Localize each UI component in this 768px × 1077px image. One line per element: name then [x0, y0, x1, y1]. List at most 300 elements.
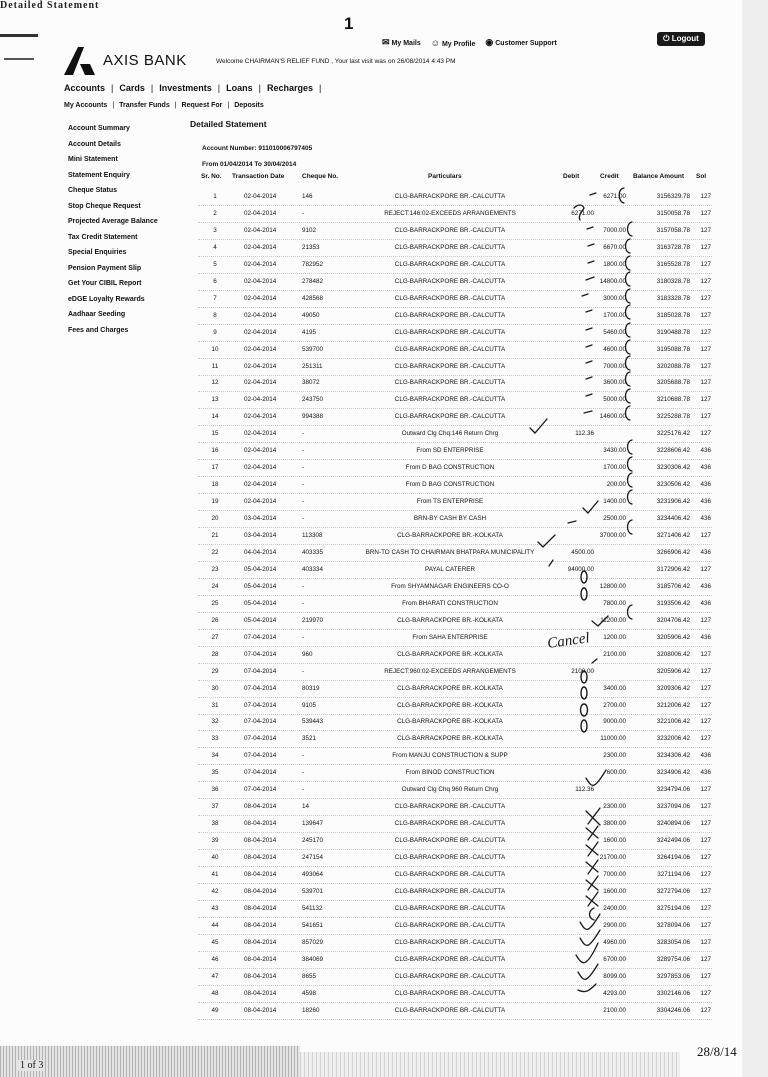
cell-date: 05-04-2014: [244, 616, 277, 624]
table-row: [0, 664, 768, 681]
cell-sr-no: 43: [211, 904, 219, 912]
cell-balance: 3157058.78: [656, 226, 690, 234]
sidebar-item-cibil-report[interactable]: Get Your CIBIL Report: [68, 280, 142, 287]
cell-sr-no: 3: [213, 226, 217, 234]
cell-sol: 127: [700, 718, 711, 726]
cell-sr-no: 24: [211, 582, 219, 590]
cell-cheque-no: 782952: [302, 260, 324, 268]
cell-sol: 127: [700, 565, 711, 573]
cell-sol: 436: [700, 582, 711, 590]
table-row: [0, 511, 768, 528]
cell-credit: 2400.00: [603, 904, 626, 912]
cell-credit: 14600.00: [599, 413, 626, 421]
cell-date: 02-04-2014: [244, 345, 277, 353]
table-row: [0, 698, 768, 715]
nav-loans[interactable]: Loans: [226, 83, 253, 93]
cell-sr-no: 2: [213, 209, 217, 217]
cell-sr-no: 46: [211, 955, 219, 963]
cell-credit: 7000.00: [603, 871, 626, 878]
table-row: [0, 409, 768, 426]
cell-balance: 3221006.42: [656, 718, 690, 726]
cell-credit: 2900.00: [603, 921, 626, 929]
cell-sr-no: 9: [213, 328, 217, 336]
cell-particulars: CLG-BARRACKPORE BR.-CALCUTTA: [394, 871, 506, 878]
cell-credit: 4600.00: [603, 345, 626, 353]
cell-balance: 3232006.42: [656, 735, 690, 743]
cell-sr-no: 16: [211, 447, 219, 455]
cell-credit: 2500.00: [603, 515, 626, 523]
header-particulars: Particulars: [428, 173, 462, 180]
cell-credit: 6670.00: [603, 243, 626, 251]
cell-particulars: From BINOD CONSTRUCTION: [405, 769, 495, 777]
main-nav: Accounts | Cards | Investments | Loans | Recharges |: [64, 83, 322, 93]
header-credit: Credit: [600, 173, 619, 180]
cell-credit: 11200.00: [600, 616, 626, 624]
cell-particulars: CLG-BARRACKPORE BR.-CALCUTTA: [394, 820, 506, 828]
nav-recharges[interactable]: Recharges: [266, 83, 313, 93]
table-row: [0, 443, 768, 460]
cell-date: 08-04-2014: [244, 887, 277, 895]
cell-sr-no: 19: [211, 498, 219, 506]
power-icon: ⏻: [663, 34, 670, 43]
subnav-my-accounts[interactable]: My Accounts: [64, 102, 108, 109]
cell-cheque-no: -: [302, 464, 305, 472]
cell-particulars: CLG-BARRACKPORE BR.-KOLKATA: [397, 616, 503, 624]
cell-credit: 6271.00: [603, 193, 626, 200]
cell-date: 02-04-2014: [244, 413, 277, 421]
cell-date: 07-04-2014: [244, 667, 277, 675]
cell-sol: 127: [700, 532, 711, 539]
cell-cheque-no: -: [302, 430, 305, 438]
logout-button[interactable]: [657, 32, 705, 46]
table-row: [0, 799, 768, 816]
cell-cheque-no: -: [302, 447, 305, 455]
cell-particulars: CLG-BARRACKPORE BR.-CALCUTTA: [394, 362, 506, 370]
cell-cheque-no: 247154: [302, 854, 324, 862]
table-row: [0, 392, 768, 409]
cell-particulars: From SHYAMNAGAR ENGINEERS CO-O: [391, 582, 509, 590]
cell-sr-no: 39: [211, 837, 219, 845]
cell-date: 02-04-2014: [244, 294, 277, 302]
table-row: [0, 952, 768, 969]
cell-cheque-no: 80319: [302, 684, 320, 692]
cell-sr-no: 21: [211, 532, 219, 539]
cell-credit: 9000.00: [603, 718, 626, 726]
cell-balance: 3156329.78: [656, 193, 690, 200]
cell-cheque-no: -: [302, 752, 305, 760]
cell-sr-no: 30: [211, 684, 219, 692]
cell-credit: 2700.00: [603, 701, 626, 709]
subnav-deposits[interactable]: Deposits: [234, 102, 264, 109]
cell-date: 07-04-2014: [244, 769, 277, 777]
cell-debit: 6271.00: [571, 209, 594, 217]
cell-balance: 3195088.78: [656, 345, 690, 353]
cell-sol: 127: [700, 972, 711, 980]
cell-particulars: CLG-BARRACKPORE BR.-CALCUTTA: [394, 413, 506, 421]
table-row: [0, 308, 768, 325]
cell-particulars: CLG-BARRACKPORE BR.-CALCUTTA: [394, 277, 506, 285]
cell-sr-no: 5: [213, 260, 217, 268]
nav-cards[interactable]: Cards: [119, 83, 145, 93]
cell-cheque-no: 278482: [302, 277, 324, 285]
cell-particulars: From SAHA ENTERPRISE: [412, 633, 488, 641]
header-sr-no: Sr. No.: [201, 173, 222, 180]
cell-cheque-no: 139647: [302, 820, 324, 828]
cell-balance: 3190488.78: [656, 328, 690, 336]
cell-balance: 3228606.42: [656, 447, 690, 455]
cell-sr-no: 41: [211, 871, 219, 878]
cell-credit: 1700.00: [603, 464, 626, 472]
cell-balance: 3205688.78: [656, 379, 690, 387]
cell-balance: 3185028.78: [656, 311, 690, 319]
my-mails-label: My Mails: [391, 40, 421, 47]
cell-sr-no: 7: [213, 294, 217, 302]
cell-sol: 127: [700, 396, 711, 404]
cell-particulars: CLG-BARRACKPORE BR.-CALCUTTA: [394, 379, 506, 387]
customer-support-label: Customer Support: [495, 40, 557, 47]
cell-date: 02-04-2014: [244, 193, 277, 200]
cell-sr-no: 8: [213, 311, 217, 319]
scan-mark: [0, 34, 38, 37]
cell-particulars: CLG-BARRACKPORE BR.-KOLKATA: [397, 684, 503, 692]
subnav-transfer-funds[interactable]: Transfer Funds: [119, 102, 170, 109]
sidebar-item-stop-cheque[interactable]: Stop Cheque Request: [68, 202, 141, 210]
cell-particulars: From D BAG CONSTRUCTION: [405, 481, 495, 489]
sidebar-item-edge-rewards[interactable]: eDGE Loyalty Rewards: [68, 295, 145, 303]
cell-date: 08-04-2014: [244, 820, 277, 828]
bank-name: AXIS BANK: [103, 52, 187, 69]
cell-particulars: CLG-BARRACKPORE BR.-CALCUTTA: [394, 955, 506, 963]
cell-particulars: CLG-BARRACKPORE BR.-CALCUTTA: [394, 328, 506, 336]
table-row: [0, 375, 768, 392]
cell-credit: 4293.00: [603, 989, 626, 997]
cell-particulars: From D BAG CONSTRUCTION: [405, 464, 495, 472]
cell-sol: 127: [700, 243, 711, 251]
table-row: [0, 494, 768, 511]
cell-cheque-no: 49050: [302, 311, 320, 319]
table-row: [0, 901, 768, 918]
sidebar-item-fees-charges[interactable]: Fees and Charges: [68, 326, 129, 334]
cell-debit: 112.36: [575, 430, 594, 438]
cell-sr-no: 29: [211, 667, 219, 675]
cell-credit: 3000.00: [603, 294, 626, 302]
cell-balance: 3230506.42: [656, 481, 690, 489]
table-row: [0, 1003, 768, 1020]
cell-particulars: From BHARATI CONSTRUCTION: [402, 599, 498, 607]
cell-sr-no: 22: [211, 548, 219, 556]
cell-sol: 127: [700, 1006, 711, 1014]
cell-credit: 1600.00: [603, 837, 626, 845]
cell-sr-no: 18: [211, 481, 219, 489]
cell-particulars: REJECT:146:02-EXCEEDS ARRANGEMENTS: [384, 209, 516, 217]
cell-sol: 127: [700, 311, 711, 319]
handwritten-cancel-note: Cancel: [546, 630, 591, 652]
cell-date: 07-04-2014: [244, 633, 277, 641]
cell-date: 08-04-2014: [244, 871, 277, 878]
cell-date: 02-04-2014: [244, 328, 277, 336]
cell-sol: 436: [700, 548, 711, 556]
page-title: Detailed Statement: [190, 119, 267, 129]
cell-sol: 436: [700, 752, 711, 760]
cell-sol: 127: [700, 684, 711, 692]
cell-particulars: CLG-BARRACKPORE BR.-KOLKATA: [397, 701, 503, 709]
cell-sol: 127: [700, 820, 711, 828]
sub-nav: My Accounts | Transfer Funds | Request For | Deposits: [64, 102, 264, 109]
cell-date: 08-04-2014: [244, 803, 277, 811]
cell-particulars: CLG-BARRACKPORE BR.-CALCUTTA: [394, 904, 506, 912]
cell-balance: 3205906.42: [656, 667, 690, 675]
cell-date: 08-04-2014: [244, 1006, 277, 1014]
cell-date: 08-04-2014: [244, 972, 277, 980]
handwritten-date: 28/8/14: [697, 1044, 737, 1059]
cell-particulars: CLG-BARRACKPORE BR.-CALCUTTA: [394, 854, 506, 862]
cell-sol: 127: [700, 430, 711, 438]
cell-balance: 3180328.78: [656, 277, 690, 285]
cell-sol: 127: [700, 921, 711, 929]
nav-investments[interactable]: Investments: [159, 83, 212, 93]
cell-date: 05-04-2014: [244, 582, 277, 590]
table-row: [0, 545, 768, 562]
cell-sr-no: 38: [211, 820, 219, 828]
cell-particulars: Outward Clg Chq:146 Return Chrg: [401, 430, 499, 438]
cell-cheque-no: 539443: [302, 718, 324, 726]
sidebar-item-pension-slip[interactable]: Pension Payment Slip: [68, 264, 142, 272]
sidebar-item-statement-enquiry[interactable]: Statement Enquiry: [68, 171, 130, 179]
cell-credit: 1400.00: [603, 498, 626, 506]
cell-sol: 436: [700, 481, 711, 489]
cell-sr-no: 28: [211, 650, 219, 658]
cell-date: 02-04-2014: [244, 481, 277, 489]
cell-credit: 4960.00: [603, 938, 626, 946]
cell-credit: 5000.00: [603, 396, 626, 404]
cell-cheque-no: -: [302, 498, 305, 506]
cell-sol: 127: [700, 667, 711, 675]
cell-sol: 127: [700, 294, 711, 302]
cell-credit: 37000.00: [599, 532, 626, 539]
cell-credit: 1600.00: [603, 887, 626, 895]
cell-particulars: PAYAL CATERER: [424, 565, 476, 573]
cell-date: 08-04-2014: [244, 854, 277, 862]
cell-date: 08-04-2014: [244, 904, 277, 912]
cell-credit: 2300.00: [603, 752, 626, 760]
cell-balance: 3204706.42: [656, 616, 690, 624]
account-number: Account Number: 911010006797405: [202, 145, 313, 152]
cell-cheque-no: 219970: [302, 616, 324, 624]
cell-sol: 436: [700, 599, 711, 607]
cell-sr-no: 11: [211, 362, 219, 370]
cell-cheque-no: -: [302, 667, 305, 675]
sidebar-item-mini-statement[interactable]: Mini Statement: [68, 156, 118, 163]
cell-sr-no: 14: [211, 413, 219, 421]
cell-cheque-no: 113308: [302, 532, 323, 539]
cell-sr-no: 26: [211, 616, 219, 624]
header-debit: Debit: [563, 173, 580, 180]
cell-debit: 2100.00: [571, 667, 594, 675]
cell-sol: 436: [700, 447, 711, 455]
cell-sr-no: 35: [211, 769, 219, 777]
sidebar-item-aadhaar-seeding[interactable]: Aadhaar Seeding: [68, 311, 126, 318]
cell-balance: 3234306.42: [656, 752, 690, 760]
cell-particulars: CLG-BARRACKPORE BR.-CALCUTTA: [394, 989, 506, 997]
sidebar-item-special-enquiries[interactable]: Special Enquiries: [68, 249, 127, 256]
cell-particulars: BRN-BY CASH BY CASH: [413, 515, 487, 523]
sidebar-item-projected-balance[interactable]: Projected Average Balance: [68, 218, 158, 225]
cell-cheque-no: 251311: [302, 362, 323, 370]
cell-date: 08-04-2014: [244, 989, 277, 997]
cell-sol: 127: [700, 193, 711, 200]
cell-sol: 436: [700, 464, 711, 472]
cell-sr-no: 36: [211, 786, 219, 794]
cell-balance: 3264194.06: [656, 854, 690, 862]
cell-credit: 6700.00: [603, 955, 626, 963]
cell-particulars: CLG-BARRACKPORE BR.-CALCUTTA: [394, 837, 506, 845]
cell-sol: 127: [700, 955, 711, 963]
table-row: [0, 816, 768, 833]
sidebar-item-account-summary[interactable]: Account Summary: [68, 125, 130, 132]
cell-credit: 7800.00: [603, 599, 626, 607]
cell-sol: 436: [700, 498, 711, 506]
cell-balance: 3271406.42: [656, 532, 690, 539]
axis-bank-logo[interactable]: [62, 44, 187, 76]
sidebar-item-cheque-status[interactable]: Cheque Status: [68, 187, 118, 194]
cell-sr-no: 33: [211, 735, 219, 743]
cell-date: 07-04-2014: [244, 718, 277, 726]
cell-credit: 3600.00: [603, 379, 626, 387]
cell-sol: 127: [700, 938, 711, 946]
cell-sr-no: 48: [211, 989, 219, 997]
cell-particulars: From MANJU CONSTRUCTION & SUPP: [392, 752, 508, 760]
cell-sol: 436: [700, 769, 711, 777]
cell-sol: 127: [700, 854, 711, 862]
table-row: [0, 206, 768, 223]
cell-particulars: CLG-BARRACKPORE BR.-KOLKATA: [397, 650, 503, 658]
cell-credit: 7000.00: [603, 226, 626, 234]
cell-date: 04-04-2014: [244, 548, 277, 556]
cell-date: 05-04-2014: [244, 599, 277, 607]
cell-date: 08-04-2014: [244, 955, 277, 963]
table-row: [0, 647, 768, 664]
cell-cheque-no: 994388: [302, 413, 324, 421]
cell-sol: 127: [700, 871, 711, 878]
table-row: [0, 969, 768, 986]
cell-sr-no: 12: [211, 379, 219, 387]
header-balance: Balance Amount: [633, 173, 685, 180]
cell-balance: 3230306.42: [656, 464, 690, 472]
table-row: [0, 240, 768, 257]
cell-date: 02-04-2014: [244, 447, 277, 455]
cell-credit: 2100.00: [603, 1006, 626, 1014]
cell-balance: 3302146.06: [656, 989, 690, 997]
cell-credit: 3400.00: [603, 684, 626, 692]
cell-cheque-no: -: [302, 209, 305, 217]
cell-sr-no: 17: [211, 464, 219, 472]
cell-sol: 127: [700, 226, 711, 234]
cell-balance: 3271194.06: [657, 871, 690, 878]
my-profile-link[interactable]: [431, 38, 476, 48]
scan-mark: [4, 58, 34, 60]
cell-cheque-no: 541651: [302, 921, 324, 929]
cell-balance: 3225176.42: [656, 430, 690, 438]
cell-date: 07-04-2014: [244, 650, 277, 658]
cell-particulars: BRN-TO CASH TO CHAIRMAN BHATPARA MUNICIPALITY: [365, 548, 535, 556]
page-number: 1: [344, 14, 354, 33]
cell-sr-no: 49: [211, 1006, 219, 1014]
nav-accounts[interactable]: Accounts: [64, 83, 106, 93]
cell-balance: 3231906.42: [656, 498, 690, 506]
cell-cheque-no: 403334: [302, 565, 324, 573]
cell-credit: 7000.00: [603, 362, 626, 370]
sidebar-item-tax-credit[interactable]: Tax Credit Statement: [68, 233, 138, 241]
table-row: [0, 528, 768, 545]
cell-balance: 3210688.78: [656, 396, 690, 404]
cell-sr-no: 44: [211, 921, 219, 929]
table-row: [0, 342, 768, 359]
table-row: [0, 935, 768, 952]
cell-sol: 127: [700, 904, 711, 912]
cell-particulars: CLG-BARRACKPORE BR.-CALCUTTA: [394, 243, 506, 251]
cell-date: 07-04-2014: [244, 735, 277, 743]
my-mails-link[interactable]: [382, 37, 421, 48]
cell-balance: 3193506.42: [656, 599, 690, 607]
cell-credit: 600.00: [606, 769, 626, 777]
cell-cheque-no: 539701: [302, 887, 324, 895]
cell-balance: 3240894.06: [656, 820, 690, 828]
cell-balance: 3234794.06: [656, 786, 690, 794]
cell-sol: 127: [700, 413, 711, 421]
cell-sr-no: 47: [211, 972, 219, 980]
cell-date: 02-04-2014: [244, 260, 277, 268]
customer-support-link[interactable]: [485, 37, 556, 48]
cell-sr-no: 40: [211, 854, 219, 862]
cell-particulars: CLG-BARRACKPORE BR.-CALCUTTA: [394, 972, 506, 980]
cell-credit: 14800.00: [599, 277, 626, 285]
cell-sol: 436: [700, 633, 711, 641]
cell-date: 08-04-2014: [244, 938, 277, 946]
cell-balance: 3278094.06: [656, 921, 690, 929]
cell-date: 02-04-2014: [244, 498, 277, 506]
cell-debit: 112.36: [575, 786, 594, 794]
cell-sol: 127: [700, 701, 711, 709]
cell-particulars: CLG-BARRACKPORE BR.-CALCUTTA: [394, 396, 506, 404]
cell-sr-no: 27: [211, 633, 219, 641]
cell-sr-no: 34: [211, 752, 219, 760]
cell-particulars: CLG-BARRACKPORE BR.-KOLKATA: [397, 532, 503, 539]
cell-cheque-no: 384069: [302, 955, 324, 963]
cell-particulars: CLG-BARRACKPORE BR.-CALCUTTA: [394, 921, 506, 929]
subnav-request-for[interactable]: Request For: [181, 102, 223, 109]
cell-cheque-no: 403335: [302, 548, 324, 556]
cell-balance: 3212006.42: [656, 701, 690, 709]
header-transaction-date: Transaction Date: [232, 173, 285, 180]
cell-balance: 3163728.78: [656, 243, 690, 251]
cell-sr-no: 31: [211, 701, 219, 709]
cell-sol: 127: [700, 989, 711, 997]
table-row: [0, 596, 768, 613]
cell-balance: 3183328.78: [656, 294, 690, 302]
cell-credit: 2100.00: [603, 650, 626, 658]
cell-date: 02-04-2014: [244, 430, 277, 438]
cell-cheque-no: 8655: [302, 972, 317, 980]
table-row: [0, 579, 768, 596]
cell-balance: 3234906.42: [656, 769, 690, 777]
cell-sr-no: 10: [211, 345, 219, 353]
sidebar-item-account-details[interactable]: Account Details: [68, 140, 121, 148]
table-row: [0, 562, 768, 579]
cell-cheque-no: -: [302, 769, 305, 777]
cell-credit: 2300.00: [603, 803, 626, 811]
logout-label: Logout: [671, 34, 699, 43]
table-row: [0, 613, 768, 630]
